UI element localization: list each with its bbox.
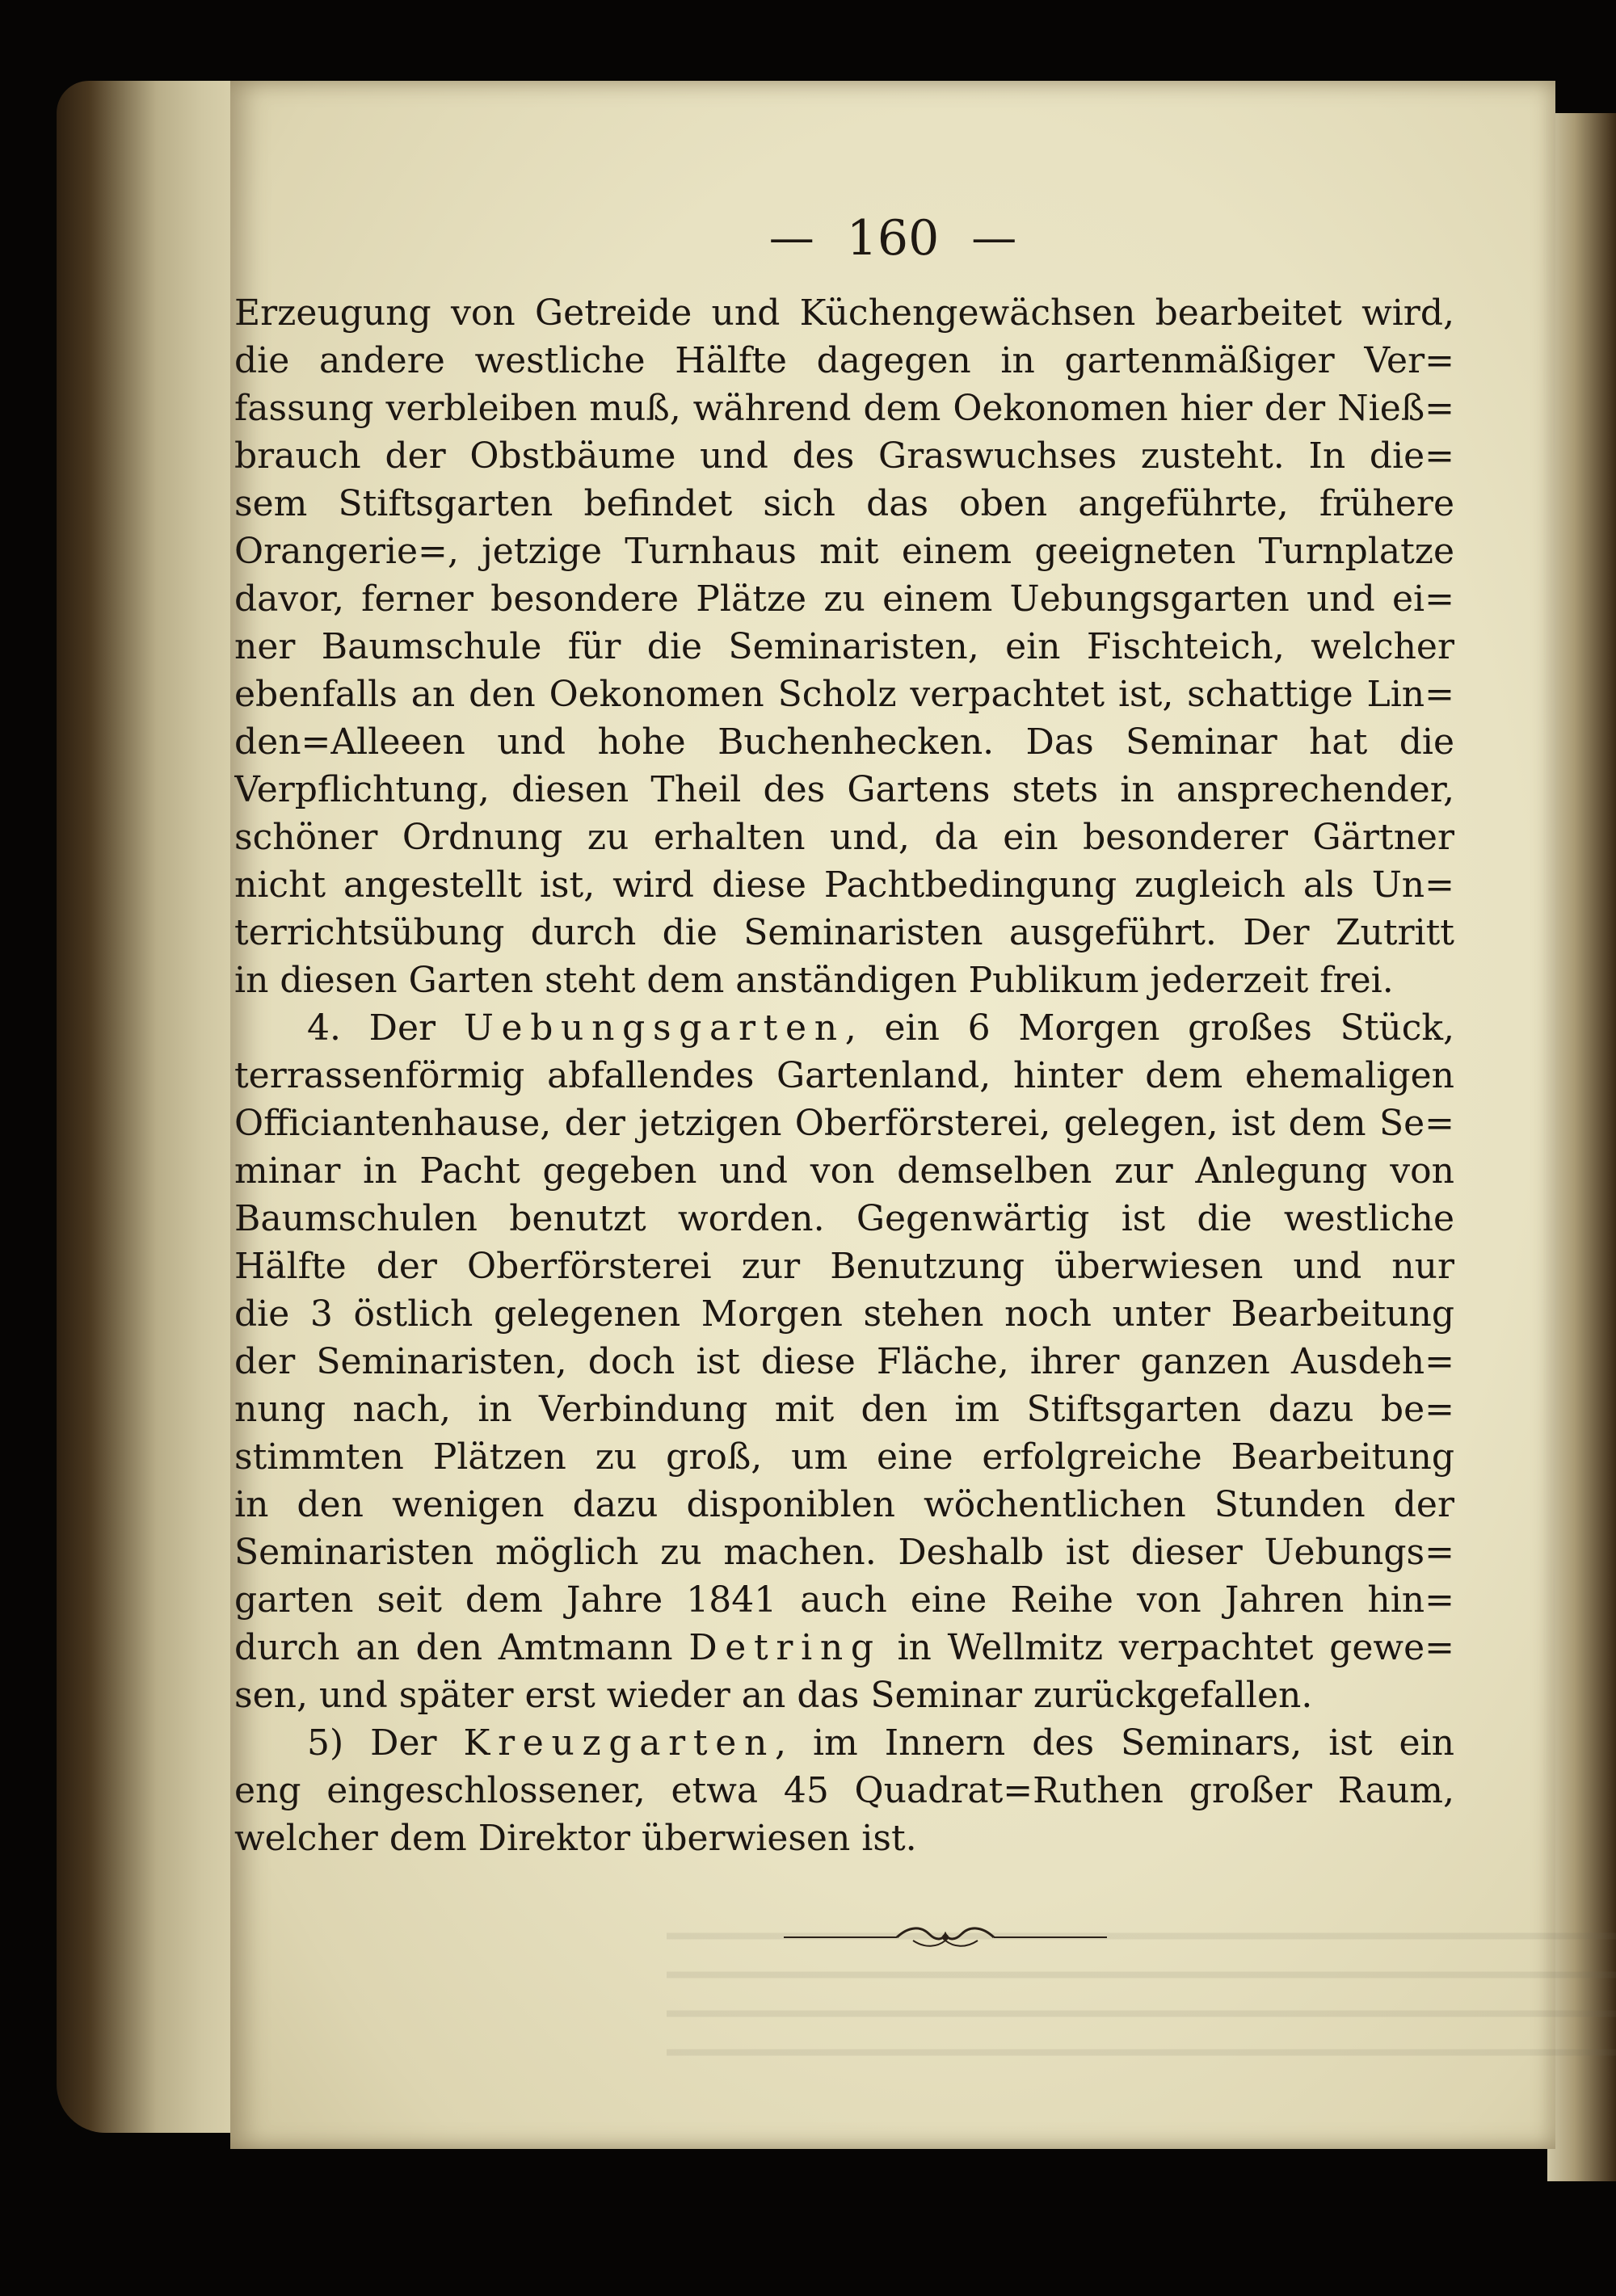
text-line: der Seminaristen, doch ist diese Fläche, ihrer ganzen Ausdeh= xyxy=(234,1341,1454,1382)
page-number: 160 xyxy=(846,210,940,267)
text-line: davor, ferner besondere Plätze zu einem Uebungsgarten und ei= xyxy=(234,578,1454,620)
section-prefix: 4. Der xyxy=(307,1007,464,1049)
text-line: Seminaristen möglich zu machen. Deshalb ist dieser Uebungs= xyxy=(234,1532,1454,1573)
text-line: welcher dem Direktor überwiesen ist. xyxy=(234,1818,917,1859)
text-line: terrichtsübung durch die Seminaristen ausgeführt. Der Zutritt xyxy=(234,912,1454,953)
text-line: die 3 östlich gelegenen Morgen stehen noch unter Bearbeitung xyxy=(234,1293,1454,1335)
tailpiece-ornament xyxy=(784,1923,1107,1952)
text-line-section-5 xyxy=(234,1719,1454,1767)
text-line: den=Alleeen und hohe Buchenhecken. Das Seminar hat die xyxy=(234,721,1454,763)
text-line: sen, und später erst wieder an das Seminar zurückgefallen. xyxy=(234,1675,1313,1716)
line-rest: in Wellmitz verpachtet gewe= xyxy=(881,1627,1454,1668)
section-prefix: 5) Der xyxy=(307,1722,464,1764)
text-line: in den wenigen dazu disponiblen wöchentlichen Stunden der xyxy=(234,1484,1454,1525)
text-line: Erzeugung von Getreide und Küchengewächsen bearbeitet wird, xyxy=(234,292,1454,334)
header-dash-left: — xyxy=(768,212,814,264)
text-line: eng eingeschlossener, etwa 45 Quadrat=Ruthen großer Raum, xyxy=(234,1770,1454,1811)
text-line: stimmten Plätzen zu groß, um eine erfolgreiche Bearbeitung xyxy=(234,1436,1454,1478)
text-line: schöner Ordnung zu erhalten und, da ein besonderer Gärtner xyxy=(234,817,1454,858)
text-line: sem Stiftsgarten befindet sich das oben angeführte, frühere xyxy=(234,483,1454,524)
text-line: die andere westliche Hälfte dagegen in gartenmäßiger Ver= xyxy=(234,340,1454,381)
body-text xyxy=(234,289,1454,1862)
text-line: Baumschulen benutzt worden. Gegenwärtig ist die westliche xyxy=(234,1198,1454,1239)
text-line: Officiantenhause, der jetzigen Oberförsterei, gelegen, ist dem Se= xyxy=(234,1103,1454,1144)
text-line: terrassenförmig abfallendes Gartenland, hinter dem ehemaligen xyxy=(234,1055,1454,1096)
text-line: garten seit dem Jahre 1841 auch eine Reihe von Jahren hin= xyxy=(234,1579,1454,1621)
line-prefix: durch an den Amtmann xyxy=(234,1627,689,1668)
section-rest: , ein 6 Morgen großes Stück, xyxy=(844,1007,1454,1049)
text-line: ebenfalls an den Oekonomen Scholz verpachtet ist, schattige Lin= xyxy=(234,674,1454,715)
text-line-section-4 xyxy=(234,1004,1454,1052)
text-line: Orangerie=, jetzige Turnhaus mit einem geeigneten Turnplatze xyxy=(234,531,1454,572)
text-line: nung nach, in Verbindung mit den im Stiftsgarten dazu be= xyxy=(234,1389,1454,1430)
facing-page-edge xyxy=(1547,113,1616,2181)
page-block-edge xyxy=(57,81,238,2133)
text-line-detring xyxy=(234,1624,1454,1672)
section-heading-kreuzgarten: Kreuzgarten xyxy=(463,1722,775,1764)
text-line: fassung verbleiben muß, während dem Oekonomen hier der Nieß= xyxy=(234,388,1454,429)
text-line: Hälfte der Oberförsterei zur Benutzung überwiesen und nur xyxy=(234,1246,1454,1287)
text-line: ner Baumschule für die Seminaristen, ein Fischteich, welcher xyxy=(234,626,1454,667)
text-line: Verpflichtung, diesen Theil des Gartens stets in ansprechender, xyxy=(234,769,1454,810)
text-line: brauch der Obstbäume und des Graswuchses zusteht. In die= xyxy=(234,435,1454,477)
header-dash-right: — xyxy=(971,212,1017,264)
page-header xyxy=(230,202,1555,275)
name-detring: Detring xyxy=(688,1627,882,1668)
section-rest: , im Innern des Seminars, ist ein xyxy=(774,1722,1454,1764)
section-heading-uebungsgarten: Uebungsgarten xyxy=(463,1007,845,1049)
text-line: nicht angestellt ist, wird diese Pachtbedingung zugleich als Un= xyxy=(234,864,1454,906)
text-line: in diesen Garten steht dem anständigen Publikum jederzeit frei. xyxy=(234,960,1394,1001)
text-line: minar in Pacht gegeben und von demselben zur Anlegung von xyxy=(234,1150,1454,1192)
